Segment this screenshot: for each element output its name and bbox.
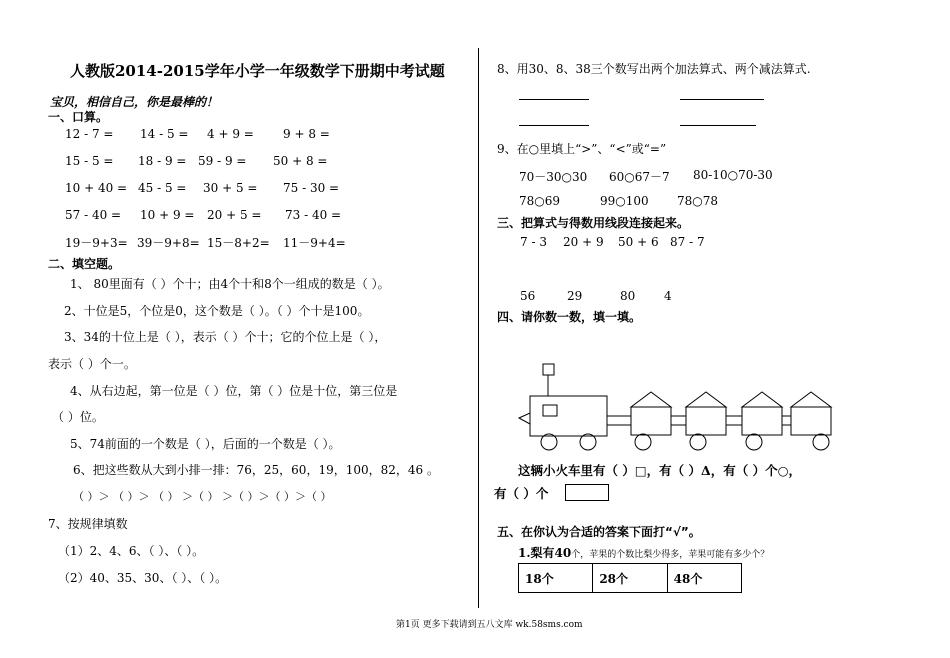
answer-options-table	[518, 563, 742, 593]
q9-text: 9、在○里填上“>”、“<”或“=”	[497, 142, 667, 156]
compare-item: 99○100	[600, 194, 649, 208]
calc-item: 18 - 9 =	[138, 154, 187, 168]
calc-item: 20 + 5 =	[207, 208, 262, 222]
compare-item: 80-10○70-30	[693, 168, 773, 182]
page-title: 人教版2014-2015学年小学一年级数学下册期中考试题	[70, 62, 445, 80]
calc-item: 19－9+3=	[65, 236, 128, 250]
car-roof	[742, 392, 782, 407]
engine-window	[543, 405, 557, 416]
fill-q1: 1、 80里面有（ ）个十；由4个十和8个一组成的数是（ ）。	[70, 277, 390, 291]
section5-heading: 五、在你认为合适的答案下面打“√”。	[497, 525, 701, 539]
section4-heading: 四、请你数一数，填一填。	[497, 310, 642, 324]
motto: 宝贝，相信自己，你是最棒的！	[50, 95, 219, 109]
calc-item: 14 - 5 =	[140, 127, 189, 141]
fill-q6: 6、把这些数从大到小排一排：76，25，60，19，100，82，46 。	[73, 463, 439, 477]
calc-item: 50 + 8 =	[273, 154, 328, 168]
calc-item: 11－9+4=	[283, 236, 346, 250]
calc-item: 15 - 5 =	[65, 154, 114, 168]
match-result: 4	[664, 289, 672, 303]
answer-line	[680, 99, 764, 100]
option-cell[interactable]: 18个	[519, 564, 593, 592]
match-result: 56	[520, 289, 536, 303]
calc-item: 10 + 40 =	[65, 181, 128, 195]
match-result: 29	[567, 289, 583, 303]
chimney-square	[543, 364, 554, 375]
wheel	[813, 434, 829, 450]
match-expression: 50 + 6	[618, 235, 659, 249]
fill-q2: 2、十位是5，个位是0，这个数是（ ）。（ ）个十是100。	[64, 304, 370, 318]
section3-heading: 三、把算式与得数用线段连接起来。	[497, 216, 690, 230]
compare-item: 60○67－7	[609, 170, 670, 184]
fill-q6-answer: （ ）＞ （ ）＞ （ ） ＞（ ） ＞（ ）＞（ ）＞（ ）	[73, 490, 332, 503]
calc-item: 59 - 9 =	[198, 154, 247, 168]
pattern-row1: （1）2、4、6、（ ）、（ ）。	[58, 544, 205, 558]
calc-item: 75 - 30 =	[283, 181, 340, 195]
column-divider	[478, 48, 479, 608]
calc-item: 45 - 5 =	[138, 181, 187, 195]
fill-q3-cont: 表示（ ）个一。	[48, 357, 136, 371]
car-body	[631, 407, 671, 435]
section2-heading: 二、填空题。	[48, 257, 121, 271]
calc-item: 12 - 7 =	[65, 127, 114, 141]
pattern-row2: （2）40、35、30、（ ）、（ ）。	[58, 571, 228, 585]
car-body	[791, 407, 831, 435]
answer-line	[519, 125, 589, 126]
fill-q3: 3、34的十位上是（ ），表示（ ）个十；它的个位上是（ ），	[64, 330, 387, 344]
fill-q5: 5、74前面的一个数是（ ），后面的一个数是（ ）。	[70, 437, 341, 451]
choice-question	[518, 544, 769, 561]
calc-item: 39－9+8=	[137, 236, 200, 250]
rectangle-shape	[565, 484, 609, 501]
calc-item: 9 + 8 =	[283, 127, 330, 141]
answer-line	[680, 125, 756, 126]
car-body	[742, 407, 782, 435]
fill-q4: 4、从右边起，第一位是（ ）位，第（ ）位是十位，第三位是	[70, 384, 398, 398]
calc-item: 15－8+2=	[207, 236, 270, 250]
count-line2: 有（ ）个	[494, 486, 549, 501]
pattern-heading: 7、按规律填数	[48, 517, 128, 531]
calc-item: 30 + 5 =	[203, 181, 258, 195]
compare-item: 78○69	[519, 194, 561, 208]
choice-question-text: 个，苹果的个数比梨少得多，苹果可能有多少个？	[571, 550, 770, 560]
option-cell[interactable]: 48个	[673, 571, 703, 586]
match-expression: 7 - 3	[520, 235, 547, 249]
engine-body	[530, 396, 607, 436]
wheel	[690, 434, 706, 450]
car-body	[686, 407, 726, 435]
calc-item: 4 + 9 =	[207, 127, 254, 141]
count-line1: 这辆小火车里有（ ）□，有（ ）Δ，有（ ）个○，	[518, 463, 801, 478]
compare-item: 70－30○30	[519, 170, 588, 184]
engine-triangle	[519, 413, 530, 424]
calc-item: 57 - 40 =	[65, 208, 122, 222]
fill-q4-cont: （ ）位。	[52, 410, 104, 424]
train-figure	[510, 355, 850, 460]
answer-line	[519, 99, 589, 100]
choice-question-number: 1.梨有40	[518, 546, 572, 560]
section1-heading: 一、口算。	[48, 110, 109, 124]
car-roof	[686, 392, 726, 407]
wheel	[635, 434, 651, 450]
car-roof	[631, 392, 671, 407]
option-cell[interactable]: 28个	[593, 564, 667, 592]
q8-text: 8、用30、8、38三个数写出两个加法算式、两个减法算式.	[497, 62, 811, 76]
calc-item: 73 - 40 =	[285, 208, 342, 222]
page-footer: 第1页 更多下载请到五八文库 wk.58sms.com	[396, 620, 583, 630]
match-expression: 87 - 7	[670, 235, 705, 249]
match-expression: 20 + 9	[563, 235, 604, 249]
match-result: 80	[620, 289, 636, 303]
car-roof	[791, 392, 831, 407]
compare-item: 78○78	[677, 194, 719, 208]
wheel	[746, 434, 762, 450]
calc-item: 10 + 9 =	[140, 208, 195, 222]
